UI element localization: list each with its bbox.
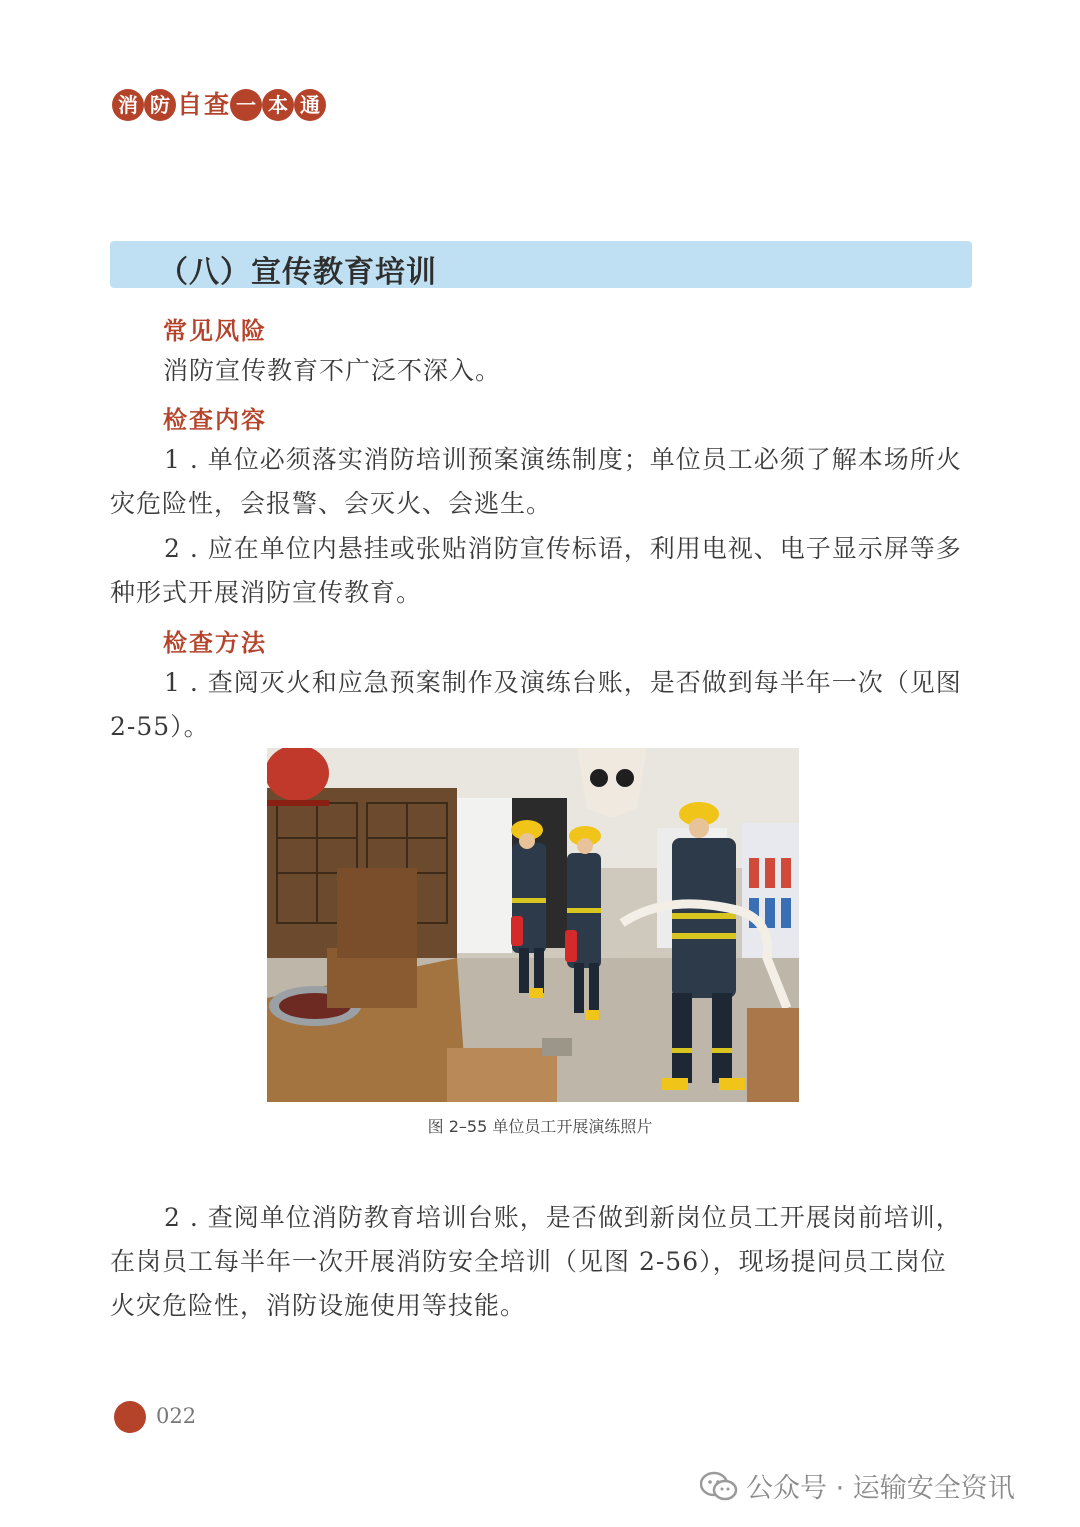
- drill-photo: [267, 748, 799, 1102]
- logo-char: 一: [230, 89, 262, 121]
- method-item-1: 1 . 查阅灭火和应急预案制作及演练台账，是否做到每半年一次（见图 2-55）。: [110, 668, 962, 741]
- section-title: （八）宣传教育培训: [158, 255, 437, 290]
- book-logo: [112, 88, 326, 122]
- logo-char: 防: [144, 89, 176, 121]
- content-item-1: 1 . 单位必须落实消防培训预案演练制度；单位员工必须了解本场所火灾危险性，会报警、会灭火、会逃生。: [110, 445, 962, 518]
- wechat-icon: [700, 1471, 738, 1501]
- page-number: 022: [156, 1404, 197, 1428]
- logo-char: 消: [112, 89, 144, 121]
- content-item-2: 2 . 应在单位内悬挂或张贴消防宣传标语，利用电视、电子显示屏等多种形式开展消防宣传教育。: [110, 534, 962, 607]
- content-heading: 检查内容: [163, 406, 267, 434]
- risk-heading: 常见风险: [163, 317, 267, 345]
- page-number-dot: [114, 1401, 146, 1433]
- risk-text: 消防宣传教育不广泛不深入。: [163, 356, 502, 385]
- method-heading: 检查方法: [163, 629, 267, 657]
- logo-char: 通: [294, 89, 326, 121]
- logo-char: 本: [262, 89, 294, 121]
- logo-char: 查: [204, 90, 230, 119]
- logo-char: 自: [177, 90, 203, 119]
- figure-caption: 图 2–55 单位员工开展演练照片: [427, 1117, 653, 1136]
- method-item-2: 2 . 查阅单位消防教育培训台账，是否做到新岗位员工开展岗前培训，在岗员工每半年一次开展消防安全培训（见图 2-56），现场提问员工岗位火灾危险性，消防设施使用等技能。: [110, 1203, 962, 1320]
- watermark-text: 公众号 · 运输安全资讯: [746, 1473, 1015, 1504]
- watermark: [700, 1466, 1015, 1505]
